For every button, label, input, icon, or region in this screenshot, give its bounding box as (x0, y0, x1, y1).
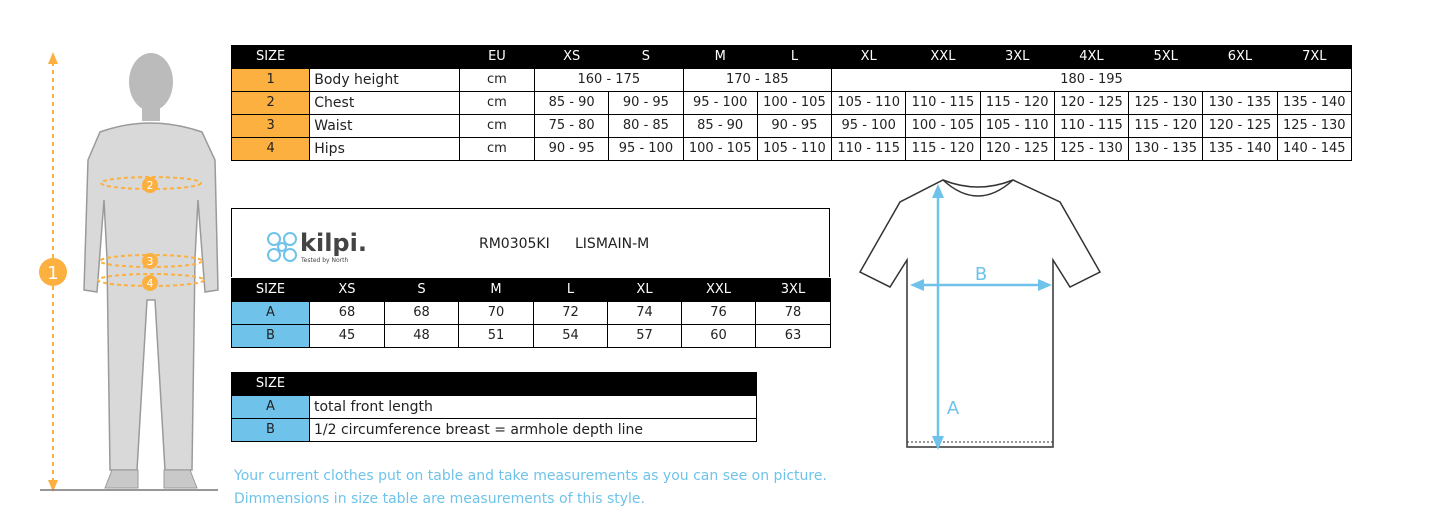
header-cell (310, 46, 460, 69)
mark-1 (39, 258, 67, 286)
measurement-legend-table (231, 372, 757, 442)
style-header-cell: L (534, 279, 608, 302)
range-cell: 85 - 90 (535, 92, 609, 115)
range-cell: 105 - 110 (757, 138, 831, 161)
range-cell: 75 - 80 (535, 115, 609, 138)
style-header-cell: S (385, 279, 459, 302)
range-cell: 95 - 100 (832, 115, 906, 138)
size-chart-header (232, 46, 1352, 69)
range-cell: 160 - 175 (535, 69, 684, 92)
header-cell: L (757, 46, 831, 69)
row-unit: cm (459, 138, 534, 161)
range-cell: 100 - 105 (757, 92, 831, 115)
range-cell: 85 - 90 (683, 115, 757, 138)
range-cell: 90 - 95 (535, 138, 609, 161)
legend-text: 1/2 circumference breast = armhole depth line (310, 419, 757, 442)
style-value-cell: 60 (682, 325, 756, 348)
style-row-label: B (232, 325, 310, 348)
range-cell: 170 - 185 (683, 69, 832, 92)
style-value-cell: 57 (608, 325, 682, 348)
range-cell: 110 - 115 (832, 138, 906, 161)
header-cell: XL (832, 46, 906, 69)
shirt-label-a: A (946, 398, 960, 419)
svg-text:2: 2 (146, 179, 154, 192)
brand-tagline: Tested by North (301, 257, 349, 264)
style-row (232, 302, 831, 325)
row-number: 1 (232, 69, 310, 92)
size-row (232, 92, 1352, 115)
style-header-cell: XXL (682, 279, 756, 302)
legend-text: total front length (310, 396, 757, 419)
svg-text:4: 4 (146, 277, 154, 290)
range-cell: 115 - 120 (1129, 115, 1203, 138)
size-row (232, 115, 1352, 138)
legend-header-size: SIZE (232, 373, 310, 396)
brand-logo-text: kilpi. (300, 229, 367, 257)
legend-row (232, 419, 757, 442)
legend-header-blank (310, 373, 757, 396)
range-cell: 125 - 130 (1277, 115, 1351, 138)
range-cell: 135 - 140 (1277, 92, 1351, 115)
size-row (232, 138, 1352, 161)
style-value-cell: 70 (459, 302, 534, 325)
range-cell: 180 - 195 (832, 69, 1352, 92)
row-label: Hips (310, 138, 460, 161)
header-cell: XS (535, 46, 609, 69)
style-value-cell: 78 (756, 302, 831, 325)
header-cell: 7XL (1277, 46, 1351, 69)
header-cell: XXL (906, 46, 980, 69)
svg-text:3: 3 (146, 255, 154, 268)
style-header-cell: M (459, 279, 534, 302)
shirt-label-b: B (974, 264, 988, 285)
style-header-cell: XL (608, 279, 682, 302)
range-cell: 115 - 120 (906, 138, 980, 161)
row-unit: cm (459, 115, 534, 138)
header-cell: SIZE (232, 46, 310, 69)
style-value-cell: 45 (310, 325, 385, 348)
range-cell: 95 - 100 (609, 138, 683, 161)
header-cell: EU (459, 46, 534, 69)
range-cell: 125 - 130 (1129, 92, 1203, 115)
range-cell: 105 - 110 (832, 92, 906, 115)
header-cell: 3XL (980, 46, 1054, 69)
style-value-cell: 68 (385, 302, 459, 325)
range-cell: 95 - 100 (683, 92, 757, 115)
row-number: 2 (232, 92, 310, 115)
range-cell: 135 - 140 (1203, 138, 1277, 161)
header-cell: S (609, 46, 683, 69)
style-box (231, 208, 830, 277)
style-value-cell: 51 (459, 325, 534, 348)
style-measure-table (231, 278, 831, 348)
header-cell: 6XL (1203, 46, 1277, 69)
mark-3 (142, 253, 158, 269)
range-cell: 110 - 115 (906, 92, 980, 115)
instruction-note-1: Your current clothes put on table and take measurements as you can see on picture. (234, 468, 827, 484)
range-cell: 90 - 95 (609, 92, 683, 115)
row-number: 3 (232, 115, 310, 138)
style-value-cell: 76 (682, 302, 756, 325)
row-unit: cm (459, 92, 534, 115)
kilpi-logo-icon (262, 227, 302, 267)
body-measurement-figure (0, 0, 230, 527)
style-value-cell: 54 (534, 325, 608, 348)
size-chart-table (231, 45, 1352, 161)
range-cell: 120 - 125 (980, 138, 1054, 161)
range-cell: 105 - 110 (980, 115, 1054, 138)
header-cell: 5XL (1129, 46, 1203, 69)
style-value-cell: 68 (310, 302, 385, 325)
style-row (232, 325, 831, 348)
style-header-cell: XS (310, 279, 385, 302)
range-cell: 120 - 125 (1203, 115, 1277, 138)
svg-text:1: 1 (47, 263, 59, 284)
range-cell: 100 - 105 (906, 115, 980, 138)
range-cell: 125 - 130 (1054, 138, 1128, 161)
range-cell: 110 - 115 (1054, 115, 1128, 138)
legend-row (232, 396, 757, 419)
range-cell: 90 - 95 (757, 115, 831, 138)
range-cell: 140 - 145 (1277, 138, 1351, 161)
instruction-note-2: Dimmensions in size table are measurements of this style. (234, 491, 645, 507)
style-header-cell: SIZE (232, 279, 310, 302)
row-unit: cm (459, 69, 534, 92)
tshirt-measurement-figure (855, 172, 1115, 462)
style-value-cell: 72 (534, 302, 608, 325)
row-label: Waist (310, 115, 460, 138)
range-cell: 130 - 135 (1129, 138, 1203, 161)
style-value-cell: 63 (756, 325, 831, 348)
style-table-header (232, 279, 831, 302)
range-cell: 115 - 120 (980, 92, 1054, 115)
range-cell: 80 - 85 (609, 115, 683, 138)
mark-2 (142, 177, 158, 193)
style-row-label: A (232, 302, 310, 325)
size-row (232, 69, 1352, 92)
legend-label: B (232, 419, 310, 442)
header-cell: 4XL (1054, 46, 1128, 69)
style-value-cell: 48 (385, 325, 459, 348)
product-name: LISMAIN-M (575, 236, 650, 252)
header-cell: M (683, 46, 757, 69)
legend-label: A (232, 396, 310, 419)
range-cell: 120 - 125 (1054, 92, 1128, 115)
product-code: RM0305KI (479, 236, 550, 252)
range-cell: 100 - 105 (683, 138, 757, 161)
style-value-cell: 74 (608, 302, 682, 325)
mark-4 (142, 275, 158, 291)
range-cell: 130 - 135 (1203, 92, 1277, 115)
style-header-cell: 3XL (756, 279, 831, 302)
row-label: Body height (310, 69, 460, 92)
row-label: Chest (310, 92, 460, 115)
row-number: 4 (232, 138, 310, 161)
